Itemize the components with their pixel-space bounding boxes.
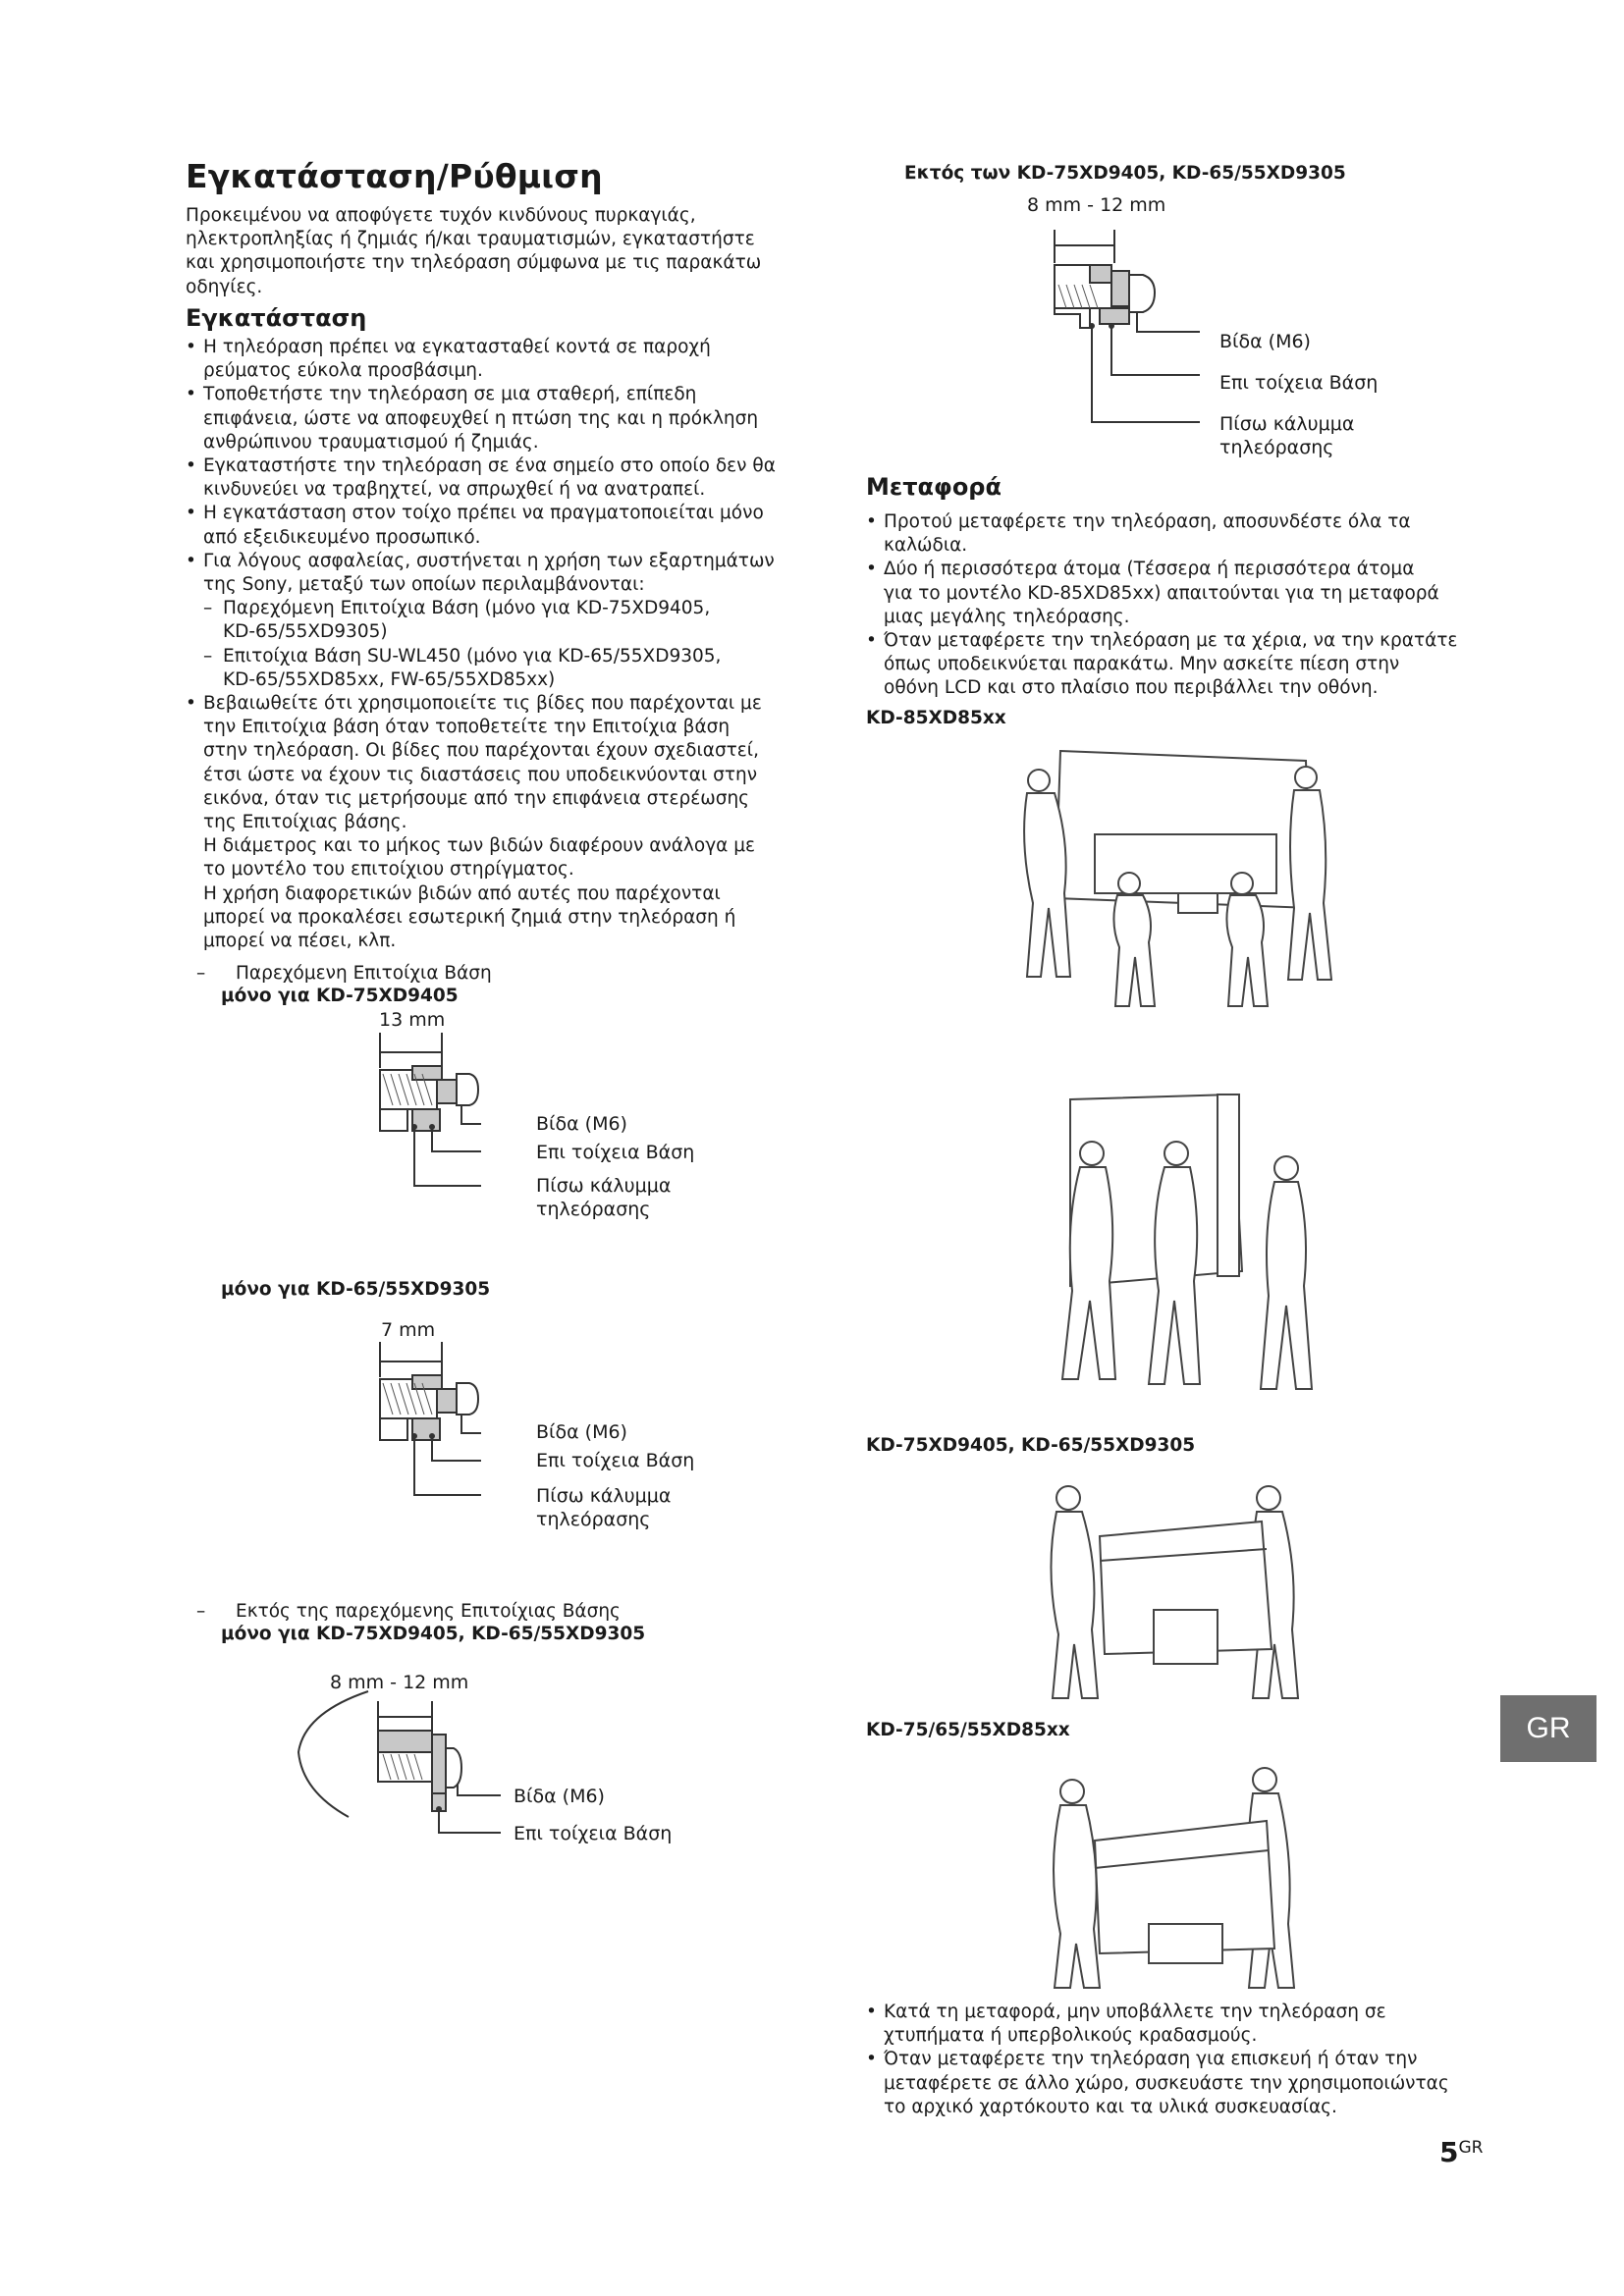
fig1-cover-label: Πίσω κάλυμμα τηλεόρασης bbox=[536, 1175, 672, 1220]
install-bullets bbox=[186, 336, 814, 953]
transport-bullets-2 bbox=[866, 2001, 1494, 2119]
list-item: • Εγκαταστήστε την τηλεόραση σε ένα σημείο στο οποίο δεν θα κινδυνεύει να τραβηχτεί, να σπρωχθεί ή να ανατραπεί. bbox=[186, 454, 814, 502]
list-item: • Όταν μεταφέρετε την τηλεόραση για επισκευή ή όταν την μεταφέρετε σε άλλο χώρο, συσκευάστε την χρησιμοποιώντας το αρχικό χαρτόκουτο και τα υλικά συσκευασίας. bbox=[866, 2048, 1494, 2119]
list-item: • Τοποθετήστε την τηλεόραση σε μια σταθερή, επίπεδη επιφάνεια, ώστε να αποφευχθεί η πτώση της και η πρόκληση ανθρώπινου τραυματισμού ή ζημιάς. bbox=[186, 383, 814, 454]
fig1-bracket-label: Επι τοίχεια Βάση bbox=[536, 1142, 695, 1163]
list-item: • Η τηλεόραση πρέπει να εγκατασταθεί κοντά σε παροχή ρεύματος εύκολα προσβάσιμη. bbox=[186, 336, 814, 383]
fig2-screw-label: Βίδα (M6) bbox=[536, 1421, 627, 1443]
fig4-dimension: 8 mm - 12 mm bbox=[1027, 194, 1166, 216]
fig3-screw-label: Βίδα (M6) bbox=[514, 1786, 605, 1807]
list-item: • Βεβαιωθείτε ότι χρησιμοποιείτε τις βίδες που παρέχονται με την Επιτοίχια βάση όταν τοποθετείτε την Επιτοίχια βάση στην τηλεόραση. Οι βίδες που παρέχονται έχουν σχεδιαστεί, έτσι ώστε να έχουν τις διαστάσεις που υποδεικνύονται στην εικόνα, όταν τις μετρήσουμε από την επιφάνεια στερέωσης της Επιτοίχιας βάσης. Η διάμετρος και το μήκος των βιδών διαφέρουν ανάλογα με το μοντέλο του επιτοίχιου στηρίγματος. Η χρήση διαφορετικών βιδών από αυτές που παρέχονται μπορεί να προκαλέσει εσωτερική ζημιά στην τηλεόραση ή μπορεί να πέσει, κλπ. bbox=[186, 692, 814, 953]
fig4-bracket-label: Επι τοίχεια Βάση bbox=[1219, 372, 1379, 394]
list-item: • Για λόγους ασφαλείας, συστήνεται η χρήση των εξαρτημάτων της Sony, μεταξύ των οποίων περιλαμβάνονται: – Παρεχόμενη Επιτοίχια Βάση (μόνο για KD-75XD9405, KD-65/55XD9305) – Επιτοίχια Βάση SU-WL450 (μόνο για KD-65/55XD9305, KD-65/55XD85xx, FW-65/55XD85xx) bbox=[186, 550, 814, 692]
dash-other-bracket: – Εκτός της παρεχόμενης Επιτοίχιας Βάσης bbox=[196, 1601, 621, 1622]
fig4-title: Εκτός των KD-75XD9405, KD-65/55XD9305 bbox=[904, 163, 1346, 184]
transport-heading: Μεταφορά bbox=[866, 473, 1001, 501]
carry-85xx-illustration bbox=[1041, 1752, 1296, 1998]
fig3-title: μόνο για KD-75XD9405, KD-65/55XD9305 bbox=[221, 1624, 646, 1644]
transport-bullets bbox=[866, 510, 1494, 701]
list-item: • Η εγκατάσταση στον τοίχο πρέπει να πραγματοποιείται μόνο από εξειδικευμένο προσωπικό. bbox=[186, 502, 814, 549]
page-title: Εγκατάσταση/Ρύθμιση bbox=[186, 157, 603, 195]
fig2-title: μόνο για KD-65/55XD9305 bbox=[221, 1279, 491, 1300]
list-item: • Κατά τη μεταφορά, μην υποβάλλετε την τηλεόραση σε χτυπήματα ή υπερβολικούς κραδασμούς. bbox=[866, 2001, 1494, 2048]
list-item: • Δύο ή περισσότερα άτομα (Τέσσερα ή περισσότερα άτομα για το μοντέλο KD-85XD85xx) απαιτούνται για τη μεταφορά μιας μεγάλης τηλεόρασης. bbox=[866, 558, 1494, 629]
language-tab: GR bbox=[1500, 1695, 1597, 1762]
list-item: • Προτού μεταφέρετε την τηλεόραση, αποσυνδέστε όλα τα καλώδια. bbox=[866, 510, 1494, 558]
fig1-screw-label: Βίδα (M6) bbox=[536, 1113, 627, 1135]
model-label-85: KD-85XD85xx bbox=[866, 708, 1006, 728]
install-heading: Εγκατάσταση bbox=[186, 304, 367, 332]
dash-item: – Επιτοίχια Βάση SU-WL450 (μόνο για KD-65/55XD9305, KD-65/55XD85xx, FW-65/55XD85xx) bbox=[203, 645, 722, 690]
carry-75-illustration bbox=[1041, 1463, 1296, 1708]
fig2-cover-label: Πίσω κάλυμμα τηλεόρασης bbox=[536, 1485, 672, 1530]
intro-paragraph: Προκειμένου να αποφύγετε τυχόν κινδύνους πυρκαγιάς, ηλεκτροπληξίας ή ζημιάς ή/και τραυματισμών, εγκαταστήστε και χρησιμοποιήστε την τηλεόραση σύμφωνα με τις παρακάτω οδηγίες. bbox=[186, 205, 762, 297]
dash-supplied-bracket: – Παρεχόμενη Επιτοίχια Βάση bbox=[196, 963, 492, 984]
fig3-dimension: 8 mm - 12 mm bbox=[330, 1672, 469, 1693]
model-label-75: KD-75XD9405, KD-65/55XD9305 bbox=[866, 1435, 1196, 1456]
model-label-85xx: KD-75/65/55XD85xx bbox=[866, 1720, 1070, 1740]
dash-item: – Παρεχόμενη Επιτοίχια Βάση (μόνο για KD-75XD9405, KD-65/55XD9305) bbox=[203, 598, 711, 643]
fig2-bracket-label: Επι τοίχεια Βάση bbox=[536, 1450, 695, 1471]
fig4-cover-label: Πίσω κάλυμμα τηλεόρασης bbox=[1219, 413, 1355, 458]
fig4-screw-label: Βίδα (M6) bbox=[1219, 331, 1311, 352]
page-number: $5^{GR}$ bbox=[1439, 2136, 1484, 2168]
list-item: • Όταν μεταφέρετε την τηλεόραση με τα χέρια, να την κρατάτε όπως υποδεικνύεται παρακάτω. Μην ασκείτε πίεση στην οθόνη LCD και στο πλαίσιο που περιβάλλει την οθόνη. bbox=[866, 629, 1494, 701]
fig1-dimension: 13 mm bbox=[379, 1009, 446, 1031]
carry-85-front-illustration bbox=[1011, 736, 1326, 1021]
fig3-bracket-label: Επι τοίχεια Βάση bbox=[514, 1823, 673, 1844]
carry-85-side-illustration bbox=[1011, 1085, 1326, 1409]
fig2-dimension: 7 mm bbox=[381, 1319, 436, 1341]
fig1-title: μόνο για KD-75XD9405 bbox=[221, 986, 459, 1006]
